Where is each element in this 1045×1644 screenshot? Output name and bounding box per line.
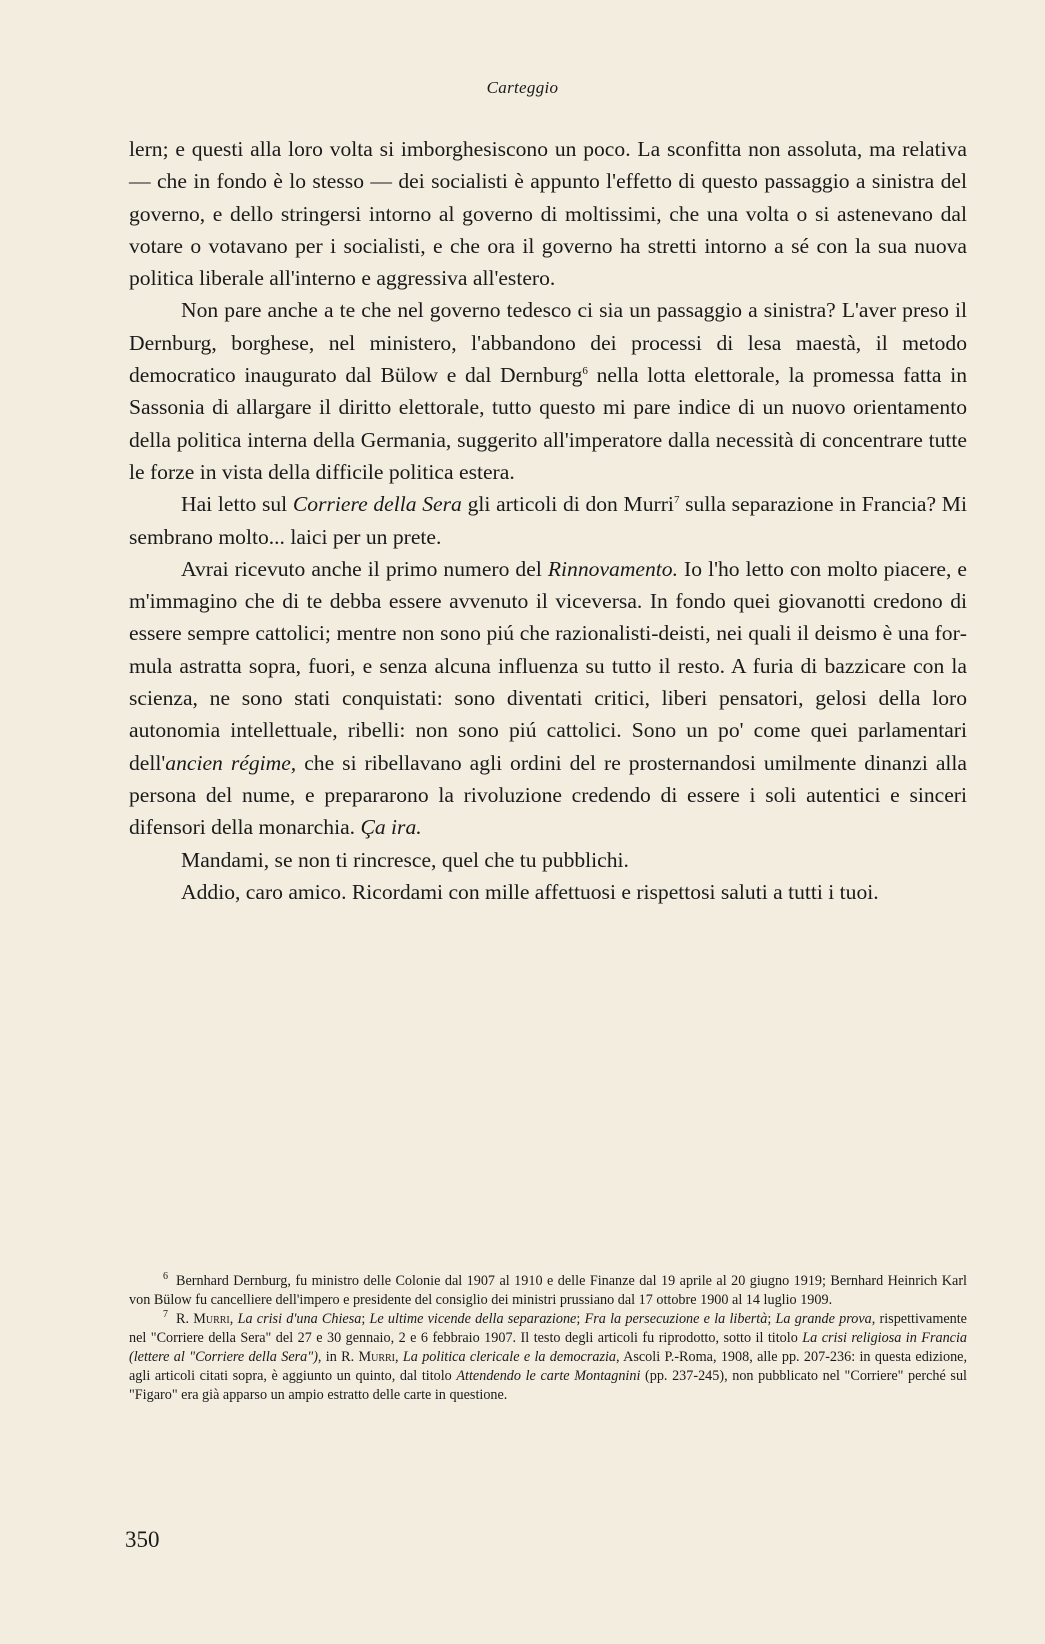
footnote-7-part: ;: [576, 1311, 585, 1327]
paragraph-4-text-c: che si ribellavano agli ordini del re prosternandosi umilmente dinanzi alla persona del nume, e prepararono la rivoluzione credendo di essere i soli autentici e sinceri difensori della monarchia.: [129, 750, 967, 840]
paragraph-2: [129, 294, 967, 488]
letter-body: [129, 133, 967, 908]
footnotes: [129, 1272, 967, 1405]
running-head: Carteggio: [486, 78, 559, 97]
book-title: La crisi religiosa in Francia (lettere al "Corriere della Sera"): [129, 1330, 967, 1365]
footnote-7-part: , in R.: [317, 1349, 359, 1365]
footnote-ref-7: 7: [673, 494, 680, 507]
footnote-6-text: Bernhard Dernburg, fu ministro delle Colonie dal 1907 al 1910 e delle Finanze dal 19 aprile al 20 giugno 1919; Bernhard Heinrich Karl von Bülow fu cancelliere dell'impero e presidente del consiglio dei ministri prussiano dal 17 ottobre 1900 al 14 luglio 1909.: [129, 1273, 967, 1308]
paragraph-3-text-b: gli articoli di don Murri: [461, 492, 674, 517]
footnote-7-part: , rispettivamente nel "Corriere della Sera" del 27 e 30 gennaio, 2 e 6 febbraio 1907. Il testo degli articoli fu riprodotto, sotto il titolo: [129, 1311, 967, 1346]
footnote-6-mark: 6: [163, 1271, 168, 1283]
footnote-7-mark: 7: [163, 1309, 168, 1321]
book-title: La politica clericale e la democrazia: [402, 1349, 617, 1365]
journal-title: Rinnovamento.: [547, 556, 678, 581]
paragraph-4-text-b: Io l'ho letto con molto piacere, e m'immagino che di te debba essere avvenuto il viceversa. In fondo quei giovanotti credono di essere sempre cattolici; mentre non sono piú che razionalisti-deisti, nei quali il deismo è una formula astratta sopra, fuori, e senza alcuna influenza su tutto il resto. A furia di bazzicare con la scienza, ne sono stati conquistati: sono diventati critici, liberi pensatori, gelosi della loro autonomia intellettuale, ribelli: non sono piú cattolici. Sono un po' come quei parlamentari dell': [129, 556, 967, 775]
article-title: Fra la persecuzione e la libertà: [584, 1311, 768, 1327]
paragraph-2-text-b: nella lotta elettorale, la promessa fatta in Sassonia di allargare il diritto elettorale, tutto questo mi pare indice di un nuovo orientamento della politica interna della Germania, suggerito all'imperatore dalla necessità di concentrare tutte le forze in vista della difficile politica estera.: [129, 363, 967, 484]
paragraph-4-text-a: Avrai ricevuto anche il primo numero del: [181, 556, 548, 581]
footnote-7-part: ,: [229, 1311, 238, 1327]
ca-ira-phrase: Ça ira.: [360, 815, 422, 840]
newspaper-title: Corriere della Sera: [292, 492, 462, 517]
author-name: Murri: [193, 1311, 230, 1327]
author-name: Murri: [358, 1349, 396, 1365]
footnote-6: [129, 1272, 967, 1310]
footnote-7-part: ;: [767, 1311, 776, 1327]
footnote-7-part: R.: [176, 1311, 194, 1327]
footnote-7-part: ,: [395, 1349, 403, 1365]
footnote-7-part: (pp. 237-245), non pubblicato nel "Corriere" perché sul "Figaro" era già apparso un ampio estratto delle carte in questione.: [129, 1368, 967, 1403]
article-title: La grande prova: [775, 1311, 872, 1327]
paragraph-1: lern; e questi alla loro volta si imborghesiscono un poco. La sconfitta non assoluta, ma relativa — che in fondo è lo stesso — dei socialisti è appunto l'effetto di questo passaggio a sinistra del governo, e dello stringersi intorno al governo di moltissimi, che una volta o si astenevano dal votare o votavano per i socialisti, e che ora il governo ha stretti intorno a sé con la sua nuova politica liberale all'interno e aggressiva all'estero.: [129, 137, 967, 291]
article-title: La crisi d'una Chiesa: [237, 1311, 362, 1327]
paragraph-3: [129, 488, 967, 553]
article-title: Le ultime vicende della separazione: [369, 1311, 577, 1327]
footnote-7-part: , Ascoli P.-Roma, 1908, alle pp. 207-236: in questa edizione, agli articoli citati sopra, è aggiunto un quinto, dal titolo: [129, 1349, 968, 1384]
footnote-ref-6: 6: [582, 364, 588, 377]
paragraph-5: Mandami, se non ti rincresce, quel che tu pubblichi.: [181, 847, 629, 872]
paragraph-6: Addio, caro amico. Ricordami con mille affettuosi e rispettosi saluti a tutti i tuoi.: [181, 879, 879, 904]
paragraph-3-text-a: Hai letto sul: [181, 492, 293, 517]
article-title: Attendendo le carte Montagnini: [456, 1368, 641, 1384]
footnote-7: [129, 1310, 967, 1405]
paragraph-3-text-c: sulla separazione in Francia? Mi sembrano molto... laici per un prete.: [129, 492, 968, 549]
paragraph-4: [129, 553, 967, 844]
ancien-regime-phrase: ancien régime,: [165, 750, 297, 775]
paragraph-2-text-a: Non pare anche a te che nel governo tedesco ci sia un passaggio a sinistra? L'aver preso il Dernburg, borghese, nel ministero, l'abbandono dei processi di lesa maestà, il metodo democratico inaugurato dal Bülow e dal Dernburg: [129, 298, 967, 388]
footnote-7-part: ;: [361, 1311, 370, 1327]
page-number: 350: [125, 1527, 160, 1552]
